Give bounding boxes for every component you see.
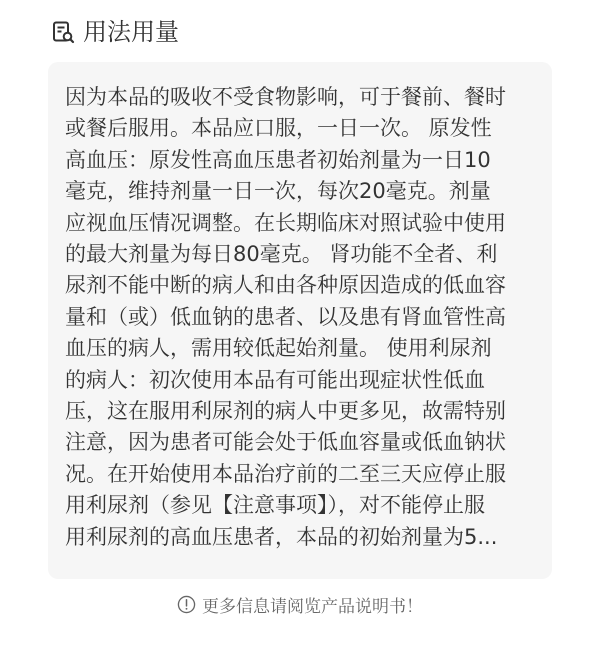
dosage-line: 高血压：原发性高血压患者初始剂量为一日10: [65, 147, 491, 172]
more-info-note[interactable]: [0, 590, 600, 618]
document-icon: [51, 20, 75, 44]
dosage-line: 压，这在服用利尿剂的病人中更多见，故需特别: [65, 399, 506, 424]
section-title: 用法用量: [83, 18, 179, 46]
more-info-text: 更多信息请阅览产品说明书！: [202, 596, 423, 617]
dosage-line: 或餐后服用。本品应口服，一日一次。 原发性: [65, 116, 492, 141]
dosage-line: 况。在开始使用本品治疗前的二至三天应停止服: [65, 461, 506, 486]
info-circle-icon: [177, 595, 196, 614]
dosage-line: 尿剂不能中断的病人和由各种原因造成的低血容: [65, 273, 506, 298]
dosage-line: 的最大剂量为每日80毫克。 肾功能不全者、利: [65, 242, 498, 267]
dosage-text: [65, 82, 536, 553]
dosage-line: 毫克，维持剂量一日一次，每次20毫克。剂量: [65, 179, 491, 204]
section-header: [51, 14, 179, 50]
dosage-card: [48, 62, 552, 579]
dosage-line: 注意，因为患者可能会处于低血容量或低血钠状: [65, 430, 506, 455]
dosage-line: 用利尿剂（参见【注意事项】），对不能停止服: [65, 493, 485, 518]
dosage-line: 用利尿剂的高血压患者，本品的初始剂量为5...: [65, 524, 498, 549]
dosage-line: 的病人：初次使用本品有可能出现症状性低血: [65, 367, 485, 392]
dosage-line: 量和（或）低血钠的患者、以及患有肾血管性高: [65, 304, 506, 329]
dosage-line: 应视血压情况调整。在长期临床对照试验中使用: [65, 210, 506, 235]
dosage-line: 血压的病人，需用较低起始剂量。 使用利尿剂: [65, 336, 492, 361]
dosage-line: 因为本品的吸收不受食物影响，可于餐前、餐时: [65, 85, 506, 109]
